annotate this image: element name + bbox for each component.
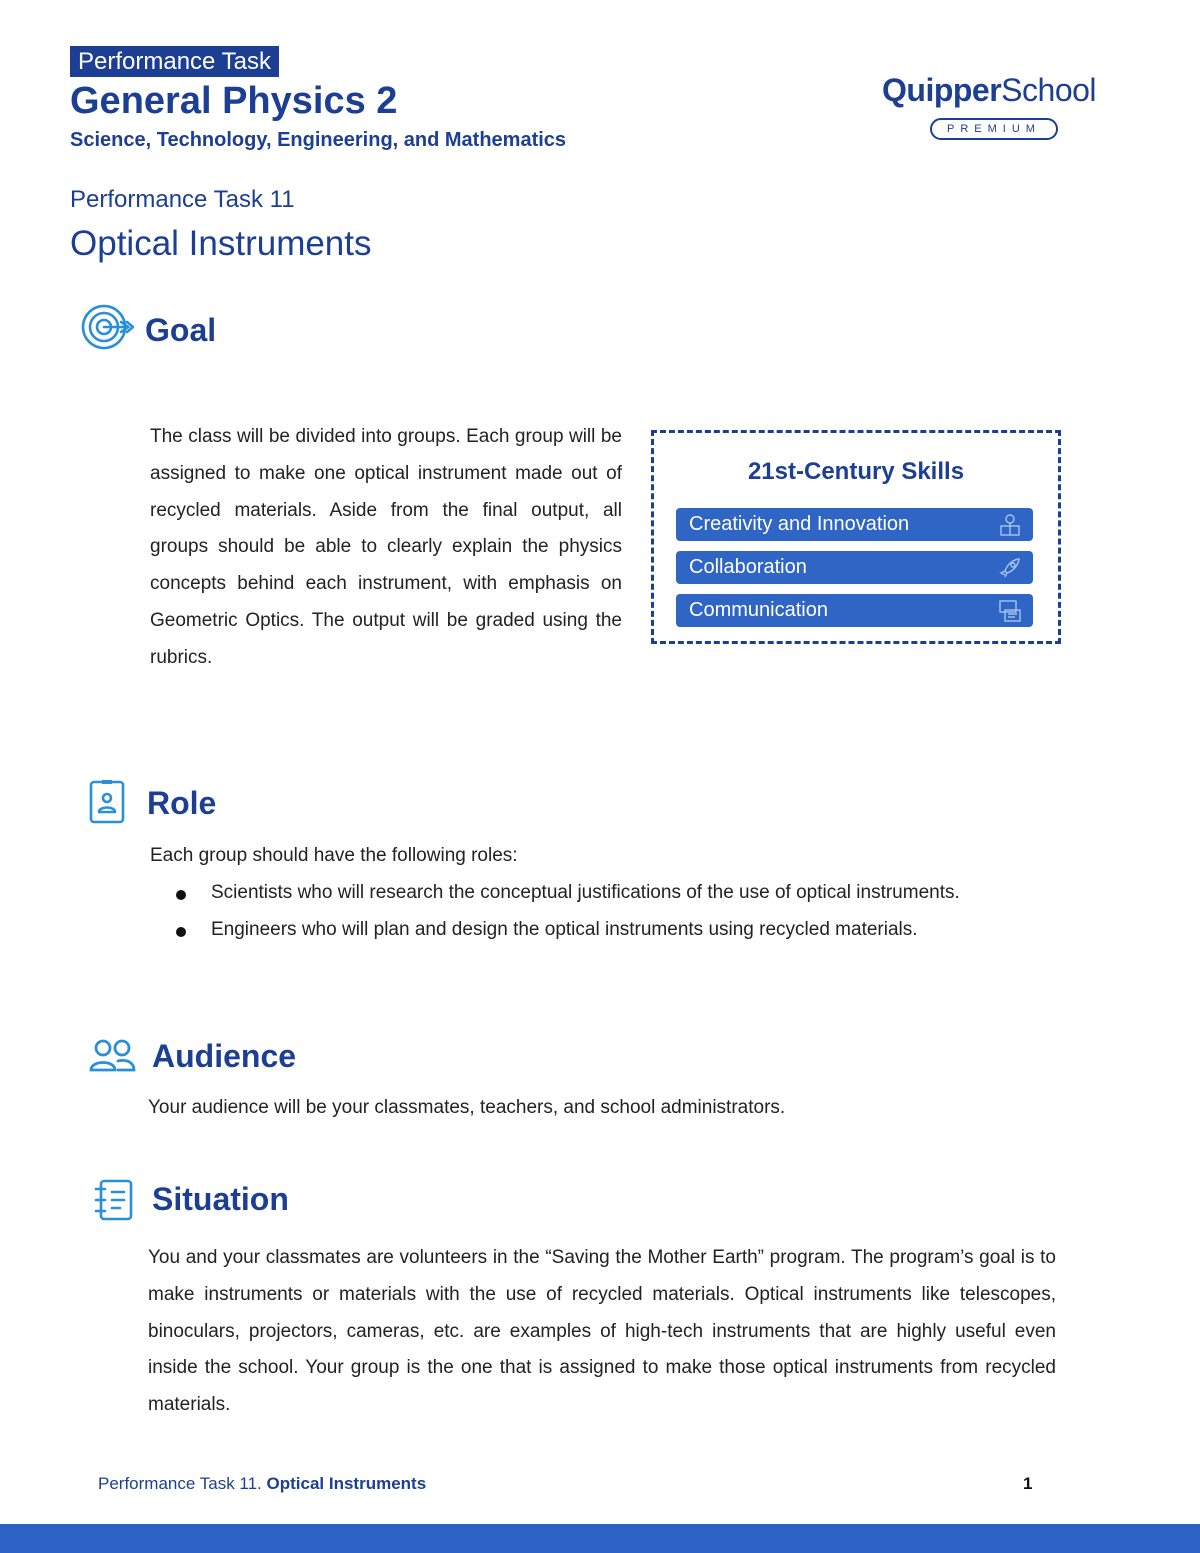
notebook-icon xyxy=(92,1176,142,1226)
skill-label: Creativity and Innovation xyxy=(689,513,910,535)
logo-tier-badge: PREMIUM xyxy=(930,118,1058,140)
situation-heading: Situation xyxy=(152,1181,289,1217)
situation-text: You and your classmates are volunteers in the “Saving the Mother Earth” program. The program’s goal is to make instruments or materials with the use of recycled materials. Optical instruments like telescopes, binoculars, projectors, cameras, etc. are examples of high-tech instruments that are highly useful even inside the school. Your group is the one that is assigned to make those optical instruments from recycled materials. xyxy=(148,1247,1056,1416)
list-item-text: Scientists who will research the conceptual justifications of the use of optical instruments. xyxy=(211,882,960,903)
task-number: Performance Task 11 xyxy=(70,186,295,213)
task-title: Optical Instruments xyxy=(70,224,372,263)
skill-label: Communication xyxy=(689,599,828,621)
role-intro: Each group should have the following roles: xyxy=(150,845,518,866)
rocket-icon xyxy=(997,555,1023,581)
footer-bar xyxy=(0,1524,1200,1553)
document-tag: Performance Task xyxy=(70,46,279,77)
goal-heading: Goal xyxy=(145,312,217,348)
id-badge-icon xyxy=(85,778,135,828)
subject-title: General Physics 2 xyxy=(70,80,398,122)
skill-collaboration xyxy=(676,551,1033,584)
bullet-icon xyxy=(176,927,186,937)
role-heading: Role xyxy=(147,785,217,821)
list-item xyxy=(150,875,1058,912)
bullet-icon xyxy=(176,890,186,900)
audience-heading: Audience xyxy=(152,1038,297,1074)
skills-box xyxy=(651,430,1061,644)
logo-word-school: School xyxy=(1001,72,1097,108)
goal-text: The class will be divided into groups. Each group will be assigned to make one optical instrument made out of recycled materials. Aside from the final output, all groups should be able to clearly explain the physics concepts behind each instrument, with emphasis on Geometric Optics. The output will be graded using the rubrics. xyxy=(150,426,622,668)
footer-prefix: Performance Task 11. xyxy=(98,1474,267,1493)
target-icon xyxy=(80,302,130,352)
footer-title: Optical Instruments xyxy=(266,1474,427,1493)
lightbulb-gift-icon xyxy=(997,512,1023,538)
role-list xyxy=(150,875,1058,949)
list-item xyxy=(150,912,1058,949)
skill-creativity xyxy=(676,508,1033,541)
list-item-text: Engineers who will plan and design the optical instruments using recycled materials. xyxy=(211,918,918,940)
skill-communication xyxy=(676,594,1033,627)
skill-label: Collaboration xyxy=(689,556,807,578)
quipper-school-logo xyxy=(882,70,1106,142)
skills-title: 21st-Century Skills xyxy=(747,458,965,485)
strand-subtitle: Science, Technology, Engineering, and Mathematics xyxy=(70,129,567,151)
chat-screen-icon xyxy=(997,598,1023,624)
page-number: 1 xyxy=(1023,1474,1033,1493)
logo-word-quipper: Quipper xyxy=(882,72,1002,108)
audience-text: Your audience will be your classmates, teachers, and school administrators. xyxy=(148,1097,786,1118)
page-footer xyxy=(98,1474,426,1494)
people-icon xyxy=(88,1034,138,1084)
